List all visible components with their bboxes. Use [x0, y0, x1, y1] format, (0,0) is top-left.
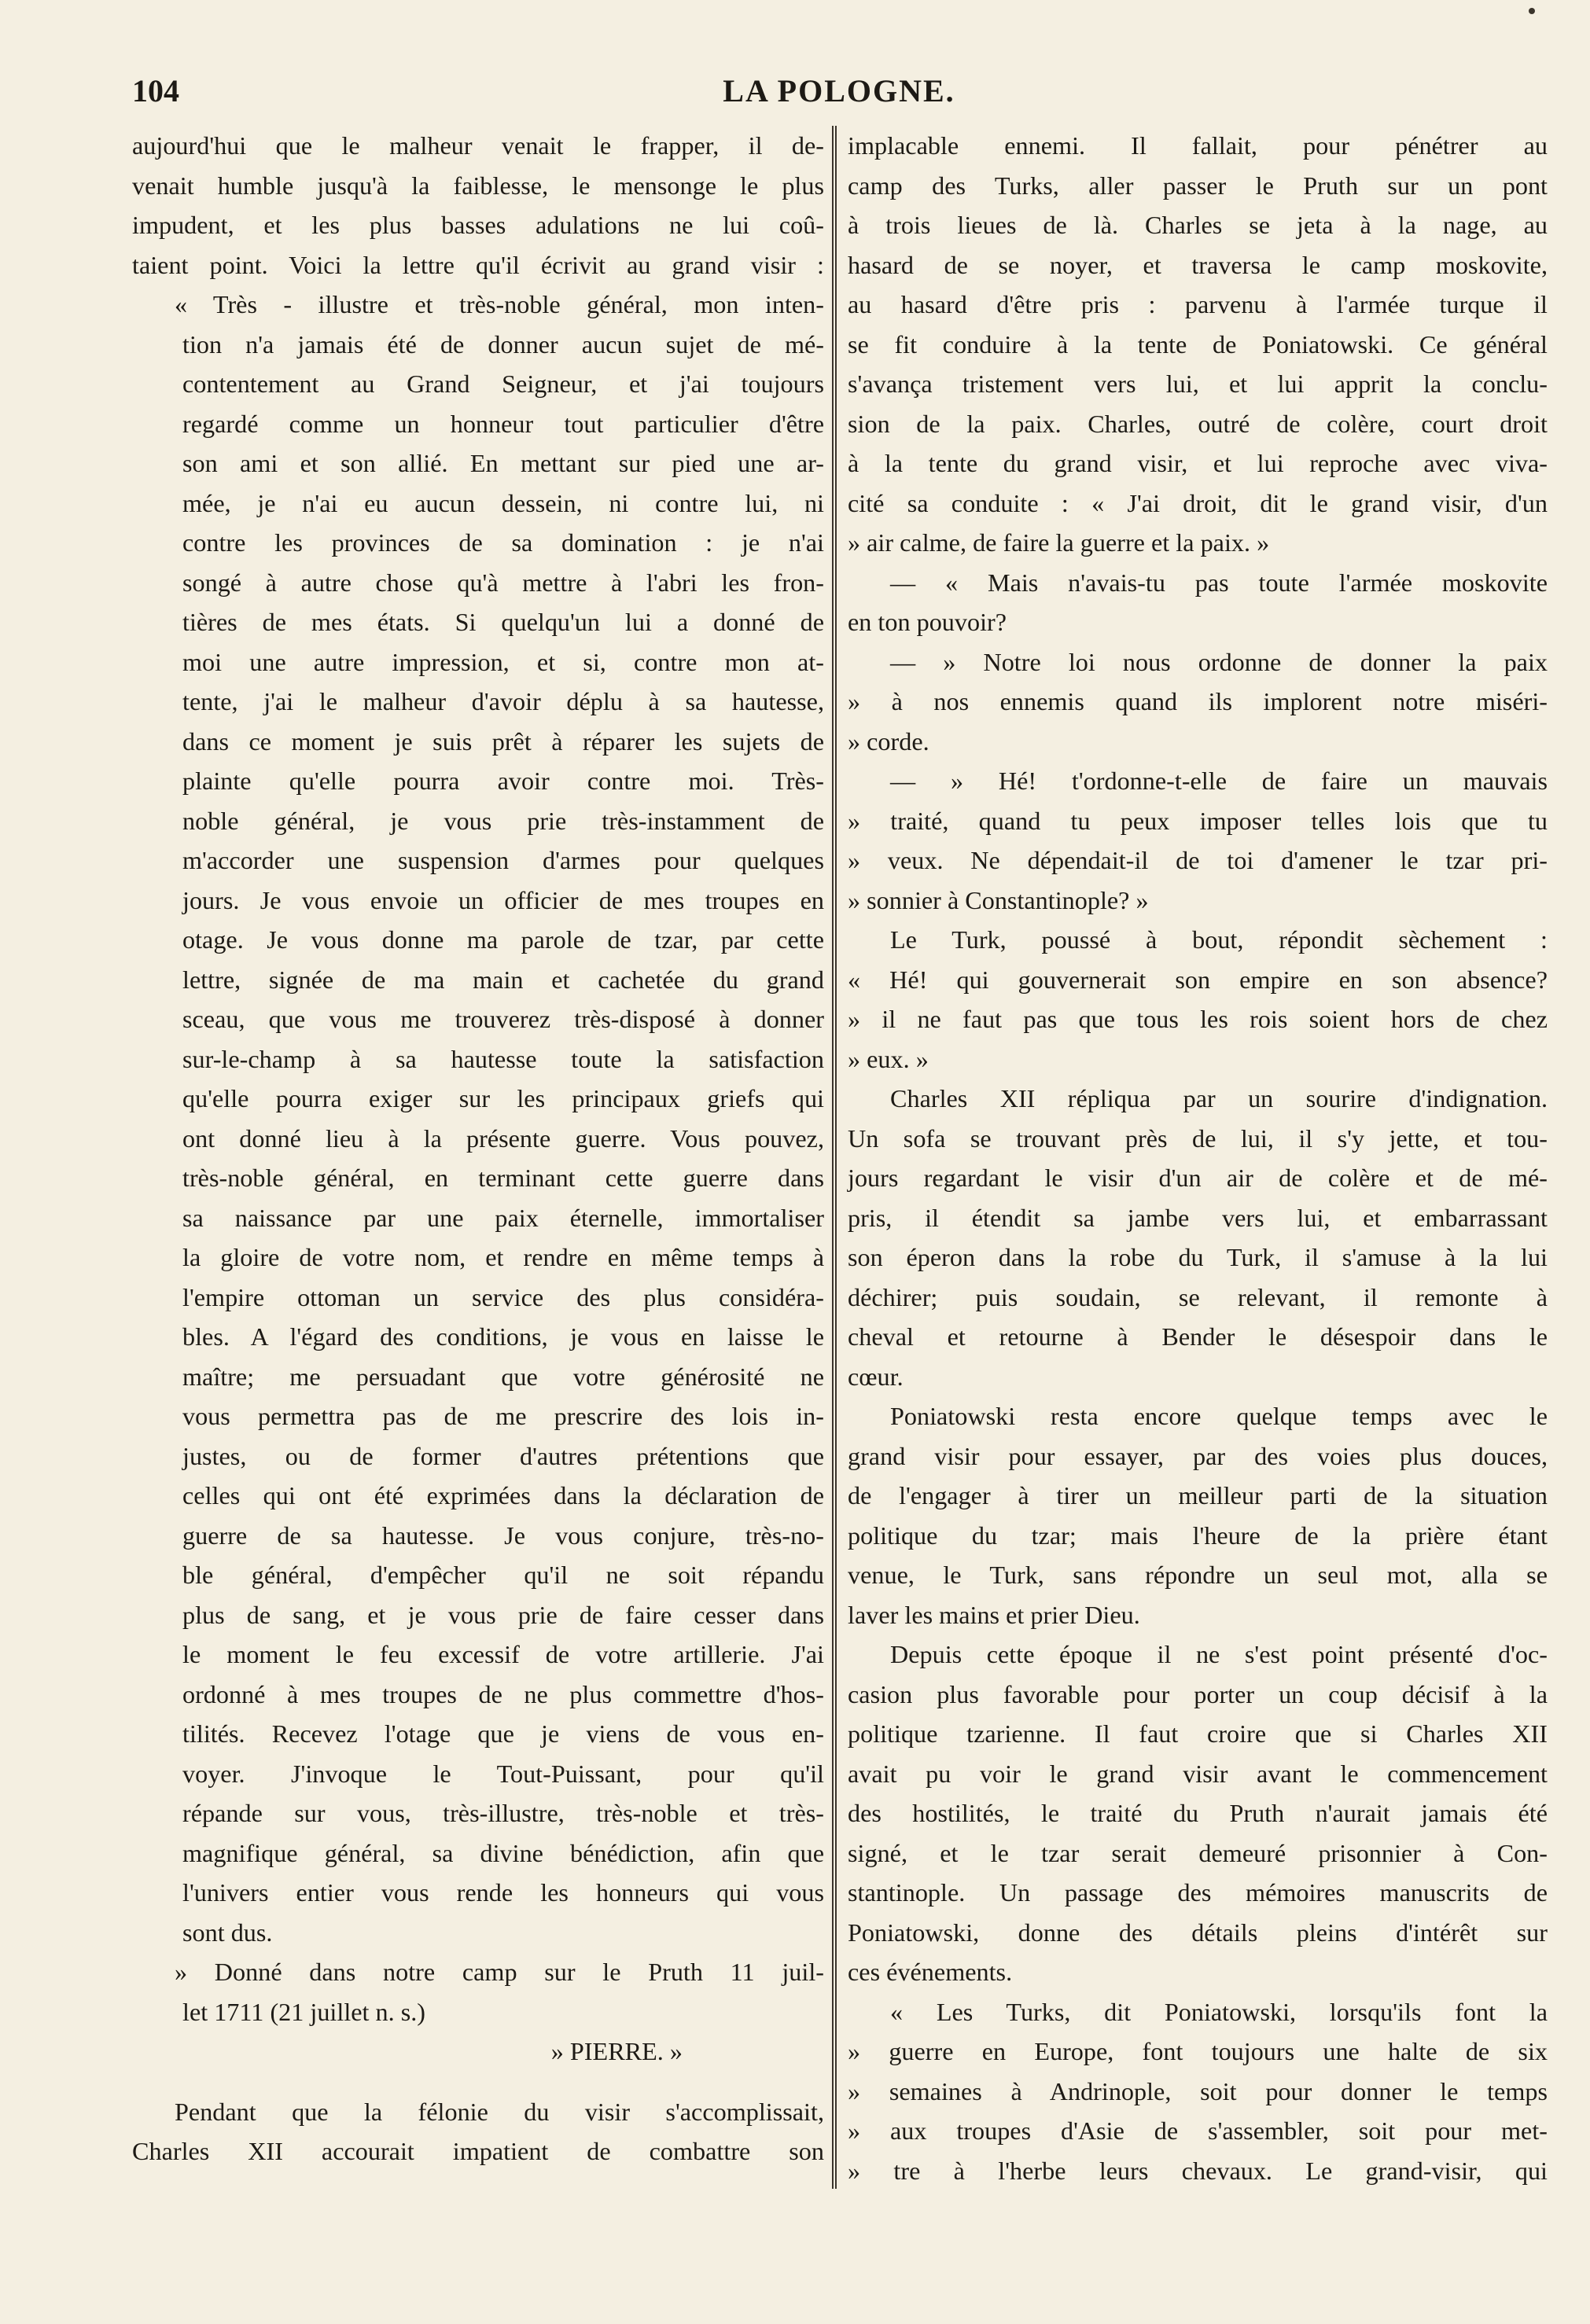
- text-line: sur-le-champ à sa hautesse toute la satisfaction: [182, 1044, 824, 1073]
- text-line: « Les Turks, dit Poniatowski, lorsqu'ils font la: [890, 1997, 1548, 2026]
- text-line: ces événements.: [848, 1958, 1013, 1986]
- text-line: » aux troupes d'Asie de s'assembler, soit pour met-: [848, 2116, 1548, 2145]
- text-line: pris, il étendit sa jambe vers lui, et embarrassant: [848, 1203, 1548, 1232]
- text-line: qu'elle pourra exiger sur les principaux griefs qui: [182, 1084, 824, 1112]
- text-line: le moment le feu excessif de votre artillerie. J'ai: [182, 1640, 824, 1668]
- text-line: la gloire de votre nom, et rendre en même temps à: [182, 1243, 824, 1271]
- text-line: maître; me persuadant que votre générosité ne: [182, 1362, 824, 1391]
- text-line: » PIERRE. »: [550, 2037, 683, 2065]
- text-line: déchirer; puis soudain, se relevant, il remonte à: [848, 1282, 1548, 1311]
- text-line: grand visir pour essayer, par des voies plus douces,: [848, 1441, 1548, 1470]
- text-line: politique du tzar; mais l'heure de la prière étant: [848, 1521, 1548, 1550]
- text-line: cité sa conduite : « J'ai droit, dit le grand visir, d'un: [848, 488, 1548, 517]
- text-line: — « Mais n'avais-tu pas toute l'armée moskovite: [890, 568, 1548, 597]
- text-line: moi une autre impression, et si, contre mon at-: [182, 647, 824, 676]
- text-line: de l'engager à tirer un meilleur parti de la situation: [848, 1481, 1548, 1509]
- text-line: jours regardant le visir d'un air de colère et de mé-: [848, 1164, 1548, 1192]
- text-line: venait humble jusqu'à la faiblesse, le mensonge le plus: [132, 171, 824, 200]
- text-line: noble général, je vous prie très-instamment de: [182, 806, 824, 835]
- text-line: Charles XII accourait impatient de combattre son: [132, 2137, 824, 2165]
- text-line: tilités. Recevez l'otage que je viens de vous en-: [182, 1719, 824, 1748]
- text-line: Le Turk, poussé à bout, répondit sèchement :: [890, 925, 1548, 954]
- text-line: taient point. Voici la lettre qu'il écrivit au grand visir :: [132, 250, 824, 279]
- page-number: 104: [132, 73, 179, 108]
- text-line: guerre de sa hautesse. Je vous conjure, très-no-: [182, 1521, 824, 1550]
- text-line: sa naissance par une paix éternelle, immortaliser: [182, 1203, 824, 1232]
- running-title: LA POLOGNE.: [723, 73, 955, 108]
- text-line: » à nos ennemis quand ils implorent notre miséri-: [848, 687, 1548, 715]
- text-line: à trois lieues de là. Charles se jeta à la nage, au: [848, 211, 1548, 239]
- text-line: « Très - illustre et très-noble général, mon inten-: [175, 290, 824, 318]
- text-line: » traité, quand tu peux imposer telles lois que tu: [848, 806, 1548, 835]
- text-line: Poniatowski, donne des détails pleins d'intérêt sur: [848, 1918, 1548, 1947]
- text-line: — » Notre loi nous ordonne de donner la paix: [890, 647, 1548, 676]
- text-line: contentement au Grand Seigneur, et j'ai toujours: [182, 370, 824, 398]
- text-line: l'empire ottoman un service des plus considéra-: [182, 1282, 824, 1311]
- text-line: des hostilités, le traité du Pruth n'aurait jamais été: [848, 1799, 1548, 1827]
- text-line: lettre, signée de ma main et cachetée du grand: [182, 965, 824, 994]
- text-line: mée, je n'ai eu aucun dessein, ni contre lui, ni: [182, 488, 824, 517]
- text-line: stantinople. Un passage des mémoires manuscrits de: [848, 1878, 1548, 1907]
- text-line: au hasard d'être pris : parvenu à l'armée turque il: [848, 290, 1548, 318]
- text-line: sont dus.: [182, 1918, 273, 1947]
- text-line: Poniatowski resta encore quelque temps avec le: [890, 1402, 1548, 1430]
- text-line: m'accorder une suspension d'armes pour quelques: [182, 846, 824, 874]
- text-line: cheval et retourne à Bender le désespoir dans le: [848, 1322, 1548, 1351]
- text-line: regardé comme un honneur tout particulier d'être: [182, 409, 824, 438]
- text-line: Pendant que la félonie du visir s'accomplissait,: [175, 2097, 824, 2126]
- text-line: Un sofa se trouvant près de lui, il s'y jette, et tou-: [848, 1123, 1548, 1153]
- text-line: hasard de se noyer, et traversa le camp moskovite,: [848, 250, 1548, 279]
- text-line: dans ce moment je suis prêt à réparer les sujets de: [182, 726, 824, 756]
- text-line: ble général, d'empêcher qu'il ne soit répandu: [182, 1561, 824, 1589]
- text-line: let 1711 (21 juillet n. s.): [182, 1997, 426, 2026]
- text-line: » corde.: [848, 726, 929, 756]
- text-line: Depuis cette époque il ne s'est point présenté d'oc-: [890, 1640, 1548, 1668]
- text-line: se fit conduire à la tente de Poniatowski. Ce général: [848, 329, 1548, 359]
- text-line: » guerre en Europe, font toujours une halte de six: [848, 2037, 1548, 2065]
- text-line: laver les mains et prier Dieu.: [848, 1600, 1140, 1629]
- text-line: contre les provinces de sa domination : je n'ai: [182, 528, 824, 557]
- right-text-column: [848, 126, 1548, 2190]
- text-line: impudent, et les plus basses adulations ne lui coû-: [132, 211, 824, 239]
- left-text-column: [132, 126, 824, 2171]
- paragraph-gap: [132, 2072, 824, 2092]
- text-line: tières de mes états. Si quelqu'un lui a donné de: [182, 608, 824, 636]
- text-line: otage. Je vous donne ma parole de tzar, par cette: [182, 925, 824, 954]
- text-line: aujourd'hui que le malheur venait le frapper, il de-: [132, 131, 824, 160]
- text-line: son éperon dans la robe du Turk, il s'amuse à la lui: [848, 1243, 1548, 1271]
- text-line: son ami et son allié. En mettant sur pied une ar-: [182, 449, 824, 477]
- text-line: l'univers entier vous rende les honneurs qui vous: [182, 1878, 824, 1907]
- text-line: en ton pouvoir?: [848, 608, 1007, 636]
- text-line: » veux. Ne dépendait-il de toi d'amener le tzar pri-: [848, 846, 1548, 874]
- text-line: » il ne faut pas que tous les rois soient hors de chez: [848, 1005, 1548, 1033]
- text-line: à la tente du grand visir, et lui reproche avec viva-: [848, 449, 1548, 477]
- text-line: casion plus favorable pour porter un coup décisif à la: [848, 1679, 1548, 1708]
- text-line: vous permettra pas de me prescrire des lois in-: [182, 1402, 824, 1430]
- text-line: plus de sang, et je vous prie de faire cesser dans: [182, 1600, 824, 1629]
- text-line: sceau, que vous me trouverez très-disposé à donner: [182, 1005, 824, 1033]
- text-line: — » Hé! t'ordonne-t-elle de faire un mauvais: [890, 767, 1548, 795]
- text-line: tente, j'ai le malheur d'avoir déplu à sa hautesse,: [182, 687, 824, 715]
- text-line: plainte qu'elle pourra avoir contre moi. Très-: [182, 767, 824, 795]
- text-line: » tre à l'herbe leurs chevaux. Le grand-visir, qui: [848, 2156, 1548, 2185]
- text-line: s'avança tristement vers lui, et lui apprit la conclu-: [848, 370, 1548, 398]
- text-line: ont donné lieu à la présente guerre. Vous pouvez,: [182, 1123, 824, 1153]
- text-line: voyer. J'invoque le Tout-Puissant, pour qu'il: [182, 1759, 824, 1788]
- text-line: camp des Turks, aller passer le Pruth sur un pont: [848, 171, 1548, 200]
- text-line: répande sur vous, très-illustre, très-noble et très-: [182, 1799, 824, 1827]
- text-line: Charles XII répliqua par un sourire d'indignation.: [890, 1084, 1548, 1112]
- text-line: sion de la paix. Charles, outré de colère, court droit: [848, 409, 1548, 438]
- text-line: tion n'a jamais été de donner aucun sujet de mé-: [182, 329, 824, 359]
- text-line: » sonnier à Constantinople? »: [848, 885, 1149, 914]
- text-line: jours. Je vous envoie un officier de mes troupes en: [182, 885, 824, 914]
- text-line: celles qui ont été exprimées dans la déclaration de: [182, 1481, 824, 1509]
- text-line: politique tzarienne. Il faut croire que si Charles XII: [848, 1719, 1548, 1748]
- text-line: songé à autre chose qu'à mettre à l'abri les fron-: [182, 568, 824, 597]
- text-line: « Hé! qui gouvernerait son empire en son absence?: [848, 965, 1548, 994]
- text-line: » Donné dans notre camp sur le Pruth 11 juil-: [175, 1958, 824, 1986]
- text-line: avait pu voir le grand visir avant le commencement: [848, 1759, 1548, 1788]
- text-line: très-noble général, en terminant cette guerre dans: [182, 1164, 824, 1192]
- text-line: venue, le Turk, sans répondre un seul mot, alla se: [848, 1561, 1548, 1589]
- text-line: justes, ou de former d'autres prétentions que: [182, 1441, 824, 1470]
- text-line: » semaines à Andrinople, soit pour donner le temps: [848, 2076, 1548, 2105]
- text-line: » eux. »: [848, 1044, 929, 1073]
- text-line: implacable ennemi. Il fallait, pour pénétrer au: [848, 131, 1548, 160]
- page-header: [126, 72, 1552, 120]
- text-line: » air calme, de faire la guerre et la paix. »: [848, 528, 1270, 557]
- text-line: magnifique général, sa divine bénédiction, afin que: [182, 1838, 824, 1867]
- text-line: cœur.: [848, 1362, 904, 1391]
- text-line: signé, et le tzar serait demeuré prisonnier à Con-: [848, 1838, 1548, 1867]
- text-line: ordonné à mes troupes de ne plus commettre d'hos-: [182, 1679, 824, 1708]
- page-mark: [1529, 8, 1535, 14]
- text-line: bles. A l'égard des conditions, je vous en laisse le: [182, 1322, 824, 1351]
- column-divider: [832, 126, 837, 2189]
